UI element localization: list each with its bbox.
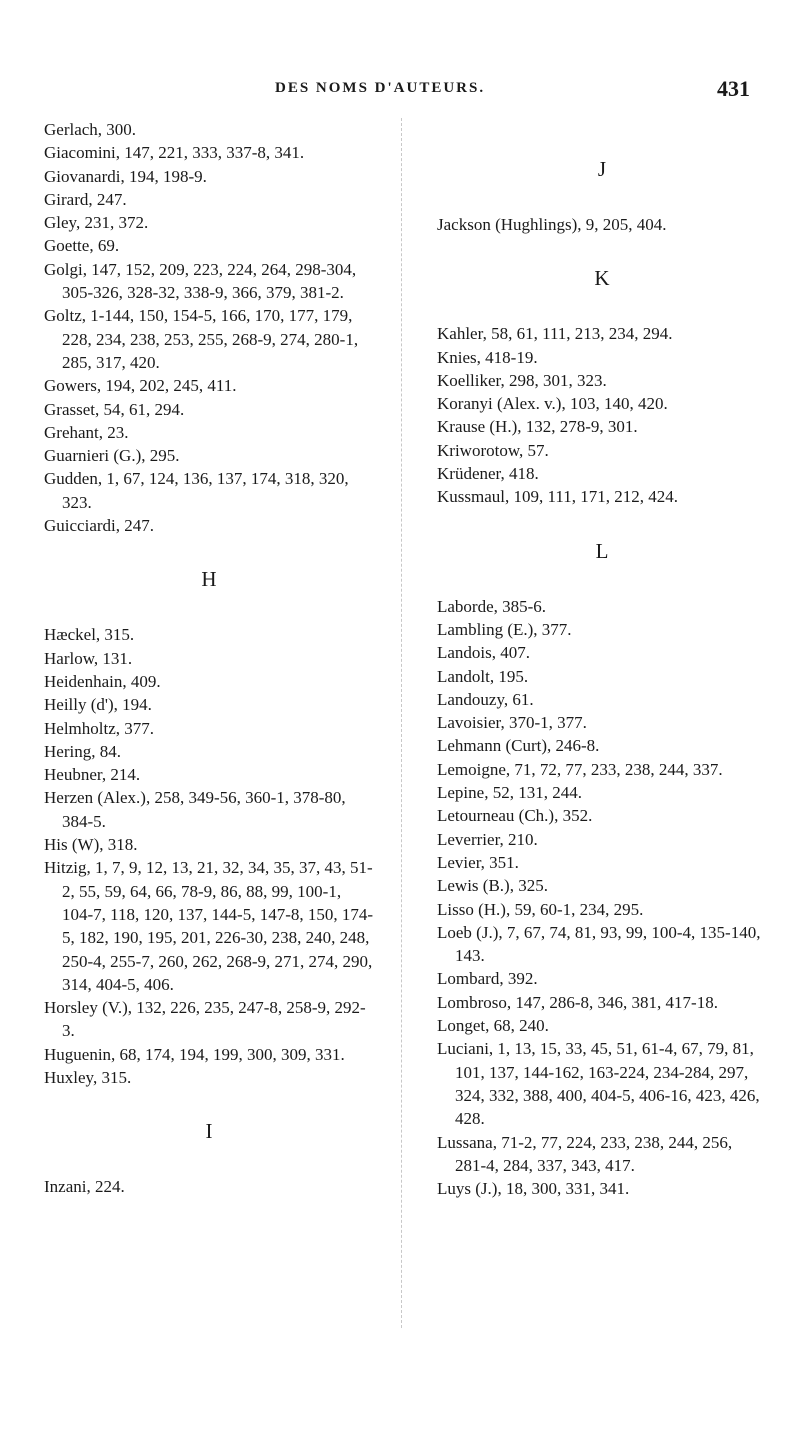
index-entry: Kriworotow, 57. <box>437 440 549 460</box>
index-entry: Luys (J.), 18, 300, 331, 341. <box>437 1179 630 1199</box>
index-entry: Levier, 351. <box>437 852 519 872</box>
section-letter-j: J <box>597 157 607 181</box>
index-entry: Landolt, 195. <box>437 666 529 686</box>
index-entry: Longet, 68, 240. <box>437 1016 549 1036</box>
index-entry: Gowers, 194, 202, 245, 411. <box>44 376 237 396</box>
index-entry: Huxley, 315. <box>44 1067 132 1087</box>
index-entry: Lewis (B.), 325. <box>437 876 548 896</box>
index-entry: Lussana, 71-2, 77, 224, 233, 238, 244, 256, 281-4, 284, 337, 343, 417. <box>437 1132 733 1175</box>
column-divider <box>401 118 402 1328</box>
index-entry: Krüdener, 418. <box>437 464 539 484</box>
index-entry: Lisso (H.), 59, 60-1, 234, 295. <box>437 899 644 919</box>
index-entry: Golgi, 147, 152, 209, 223, 224, 264, 298-304, 305-326, 328-32, 338-9, 366, 379, 381-2. <box>44 259 357 303</box>
index-entry: Laborde, 385-6. <box>437 596 547 616</box>
header-title: DES NOMS D'AUTEURS. <box>275 80 486 96</box>
index-entry: Helmholtz, 377. <box>44 718 155 738</box>
index-entry: Letourneau (Ch.), 352. <box>437 806 593 826</box>
index-entry: Heubner, 214. <box>44 765 141 785</box>
index-entry: Leverrier, 210. <box>437 829 538 849</box>
index-entry: Girard, 247. <box>44 189 127 209</box>
index-entry: Giacomini, 147, 221, 333, 337-8, 341. <box>44 143 305 163</box>
index-entry: Heilly (d'), 194. <box>44 695 152 715</box>
index-entry: Guarnieri (G.), 295. <box>44 446 180 466</box>
index-entry: Inzani, 224. <box>44 1177 125 1197</box>
index-entry: Herzen (Alex.), 258, 349-56, 360-1, 378-80, 384-5. <box>44 788 346 831</box>
index-entry: Harlow, 131. <box>44 648 133 668</box>
index-entry: Lombard, 392. <box>437 969 538 989</box>
index-entry: His (W), 318. <box>44 835 138 855</box>
index-entry: Gley, 231, 372. <box>44 213 149 233</box>
right-column <box>437 118 767 1200</box>
index-entry: Horsley (V.), 132, 226, 235, 247-8, 258-9, 292-3. <box>44 998 366 1041</box>
index-entry: Landouzy, 61. <box>437 689 534 709</box>
index-entry: Heidenhain, 409. <box>44 671 161 691</box>
index-entry: Kahler, 58, 61, 111, 213, 234, 294. <box>437 324 673 344</box>
index-entry: Jackson (Hughlings), 9, 205, 404. <box>437 215 667 234</box>
index-entry: Hitzig, 1, 7, 9, 12, 13, 21, 32, 34, 35, 37, 43, 51-2, 55, 59, 64, 66, 78-9, 86, 88, 99, 100-1, 104-7, 118, 120, 137, 144-5, 147-8, 150, 174-5, 182, 190, 195, 201, 226-30, 238, 240, 248, 250-4, 255-7, 260, 262, 268-9, 271, 274, 290, 314, 404-5, 406. <box>44 858 374 994</box>
index-entry: Goette, 69. <box>44 236 120 256</box>
running-header <box>0 76 800 106</box>
section-letter-l: L <box>595 538 609 563</box>
index-entry: Krause (H.), 132, 278-9, 301. <box>437 417 638 437</box>
index-entry: Grehant, 23. <box>44 422 129 442</box>
index-entry: Lombroso, 147, 286-8, 346, 381, 417-18. <box>437 992 718 1012</box>
left-column <box>44 118 374 1199</box>
index-entry: Hæckel, 315. <box>44 625 135 645</box>
index-entry: Lavoisier, 370-1, 377. <box>437 713 587 733</box>
index-entry: Huguenin, 68, 174, 194, 199, 300, 309, 331. <box>44 1044 345 1064</box>
page-number: 431 <box>717 76 750 101</box>
index-entry: Koranyi (Alex. v.), 103, 140, 420. <box>437 394 668 414</box>
index-entry: Guicciardi, 247. <box>44 516 154 536</box>
index-entry: Knies, 418-19. <box>437 347 538 367</box>
index-entry: Lehmann (Curt), 246-8. <box>437 736 600 756</box>
section-letter-k: K <box>594 266 610 291</box>
index-entry: Landois, 407. <box>437 643 531 663</box>
index-entry: Lambling (E.), 377. <box>437 619 572 639</box>
index-entry: Lemoigne, 71, 72, 77, 233, 238, 244, 337. <box>437 759 723 779</box>
index-entry: Kussmaul, 109, 111, 171, 212, 424. <box>437 487 678 507</box>
section-letter-h: H <box>201 567 217 592</box>
section-letter-i: I <box>205 1119 213 1144</box>
index-entry: Koelliker, 298, 301, 323. <box>437 370 607 390</box>
index-entry: Luciani, 1, 13, 15, 33, 45, 51, 61-4, 67, 79, 81, 101, 137, 144-162, 163-224, 234-284, 297, 324, 332, 388, 400, 404-5, 406-16, 423, 426, 428. <box>437 1039 760 1129</box>
index-entry: Goltz, 1-144, 150, 154-5, 166, 170, 177, 179, 228, 234, 238, 253, 255, 268-9, 274, 280-1, 285, 317, 420. <box>44 306 359 372</box>
index-entry: Gudden, 1, 67, 124, 136, 137, 174, 318, 320, 323. <box>44 469 349 512</box>
index-entry: Giovanardi, 194, 198-9. <box>44 166 207 186</box>
index-entry: Gerlach, 300. <box>44 120 137 139</box>
index-entry: Loeb (J.), 7, 67, 74, 81, 93, 99, 100-4, 135-140, 143. <box>437 922 761 966</box>
index-entry: Hering, 84. <box>44 741 121 761</box>
index-entry: Grasset, 54, 61, 294. <box>44 399 185 419</box>
index-entry: Lepine, 52, 131, 244. <box>437 783 582 803</box>
